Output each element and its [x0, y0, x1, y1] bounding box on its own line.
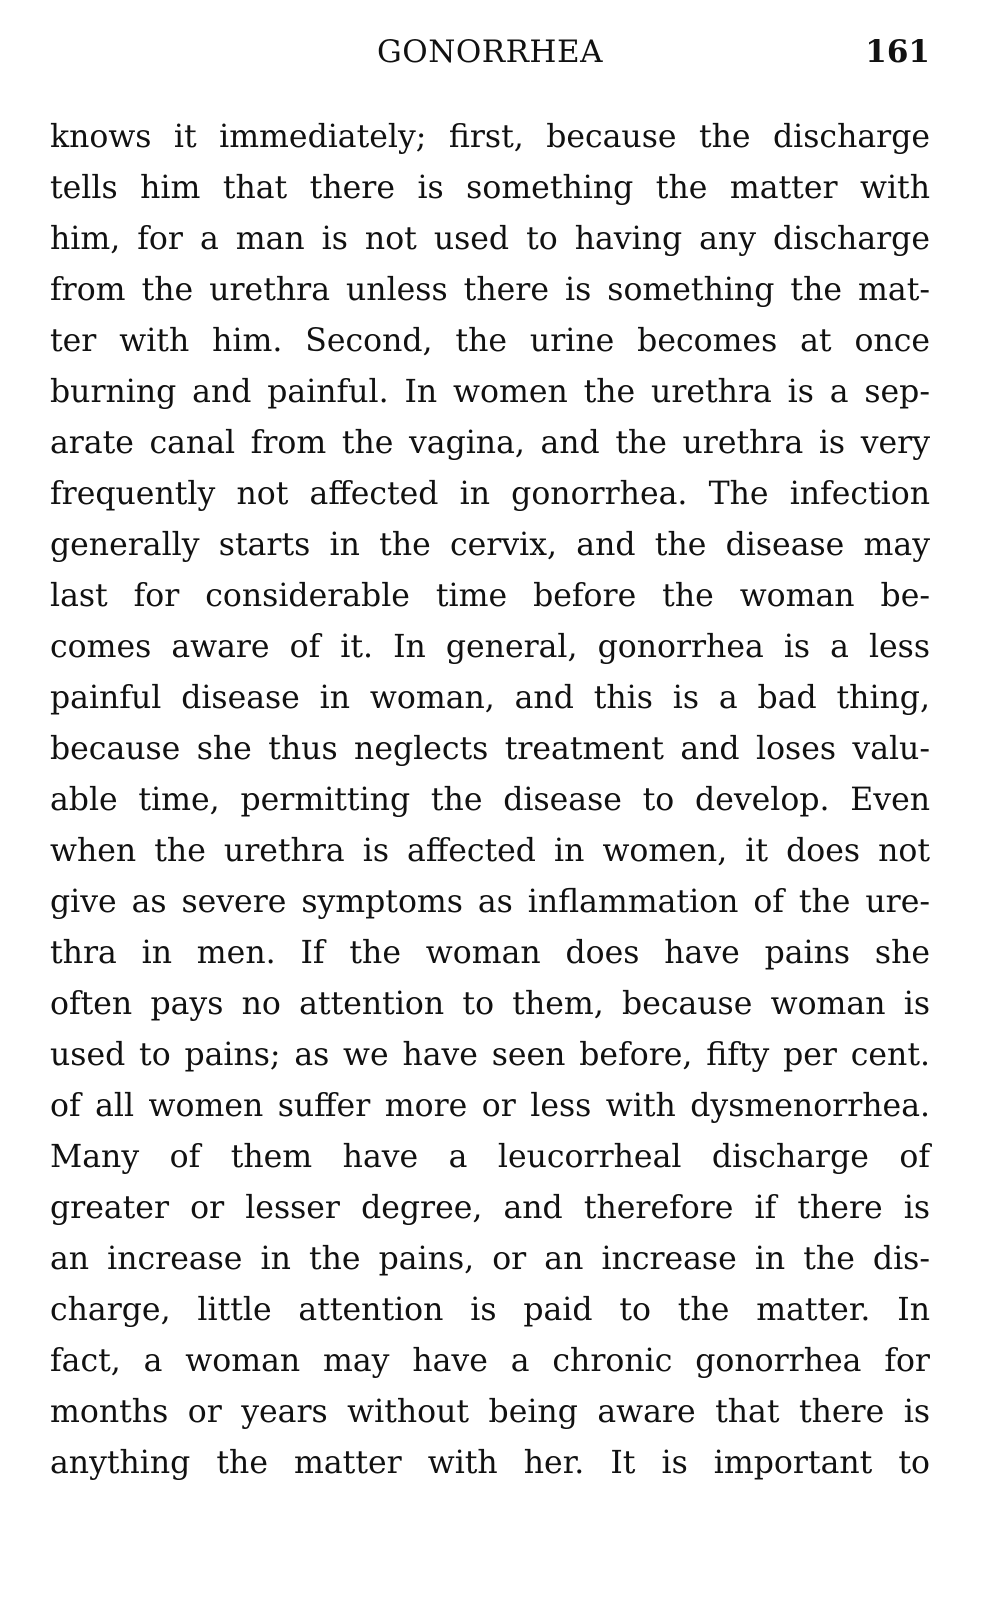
text-line: Many of them have a leucorrheal discharge of [50, 1139, 930, 1175]
text-line: frequently not affected in gonorrhea. The infection [50, 476, 930, 512]
text-line: tells him that there is something the matter with [50, 170, 930, 206]
text-line: painful disease in woman, and this is a bad thing, [50, 680, 930, 716]
text-line: generally starts in the cervix, and the disease may [50, 527, 930, 563]
page-number: 161 [865, 34, 930, 70]
text-line: of all women suffer more or less with dysmenorrhea. [50, 1088, 930, 1124]
text-line: ter with him. Second, the urine becomes at once [50, 323, 930, 359]
text-line: knows it immediately; first, because the discharge [50, 119, 930, 155]
text-line: from the urethra unless there is something the mat- [50, 272, 930, 308]
text-line: thra in men. If the woman does have pains she [50, 935, 930, 971]
text-line: when the urethra is affected in women, it does not [50, 833, 930, 869]
text-line: burning and painful. In women the urethra is a sep- [50, 374, 930, 410]
text-line: last for considerable time before the woman be- [50, 578, 930, 614]
text-line: because she thus neglects treatment and loses valu- [50, 731, 930, 767]
text-line: arate canal from the vagina, and the urethra is very [50, 425, 930, 461]
text-line: used to pains; as we have seen before, fifty per cent. [50, 1037, 930, 1073]
text-line: charge, little attention is paid to the matter. In [50, 1292, 930, 1328]
body-text [50, 112, 930, 1489]
text-line: anything the matter with her. It is important to [50, 1445, 930, 1481]
text-line: often pays no attention to them, because woman is [50, 986, 930, 1022]
text-line: give as severe symptoms as inflammation of the ure- [50, 884, 930, 920]
text-line: greater or lesser degree, and therefore if there is [50, 1190, 930, 1226]
text-line: months or years without being aware that there is [50, 1394, 930, 1430]
text-line: him, for a man is not used to having any discharge [50, 221, 930, 257]
text-line: an increase in the pains, or an increase in the dis- [50, 1241, 930, 1277]
text-line: fact, a woman may have a chronic gonorrhea for [50, 1343, 930, 1379]
running-head [50, 34, 930, 84]
running-title: GONORRHEA [377, 34, 603, 70]
text-line: comes aware of it. In general, gonorrhea is a less [50, 629, 930, 665]
text-line: able time, permitting the disease to develop. Even [50, 782, 930, 818]
